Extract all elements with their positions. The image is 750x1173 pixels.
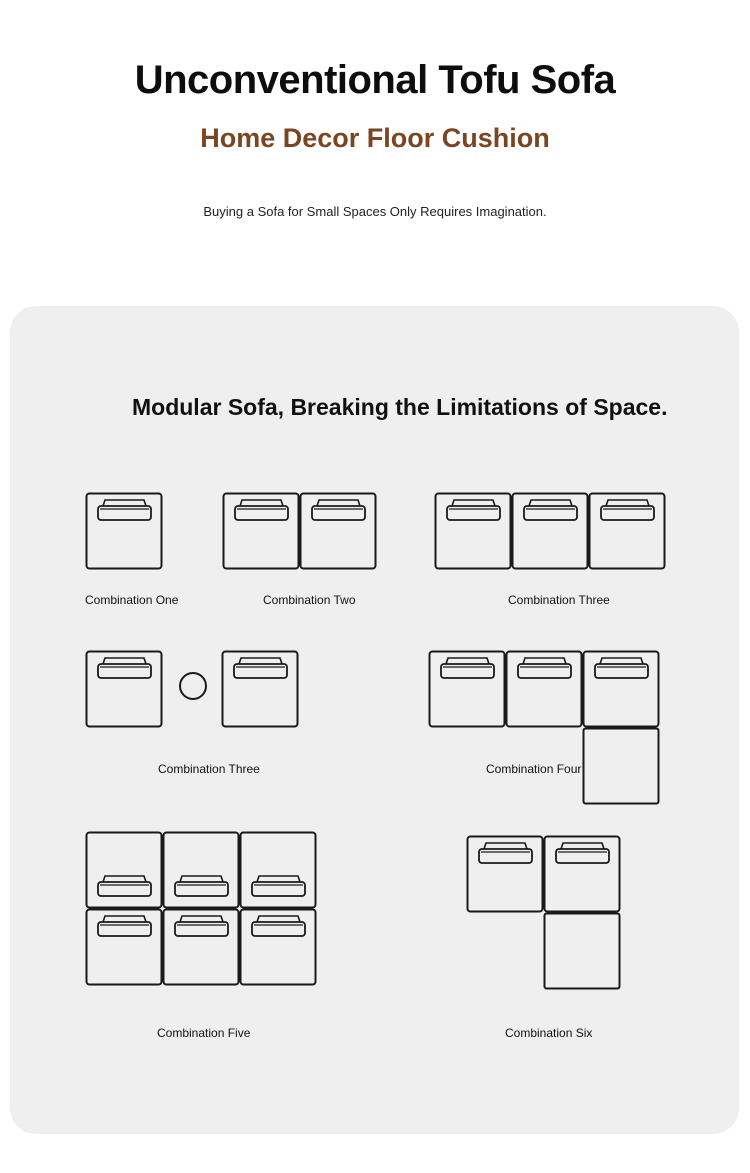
combo5-module-2 [164, 833, 239, 908]
combo6-module-2 [545, 837, 620, 912]
side-table-circle [180, 673, 206, 699]
sofa-seat [301, 494, 376, 569]
sofa-seat [545, 837, 620, 912]
combo3b-module-1 [87, 652, 162, 727]
sofa-seat [513, 494, 588, 569]
combo1-module [87, 494, 162, 569]
caption-combination-three: Combination Three [508, 593, 610, 607]
caption-combination-five: Combination Five [157, 1026, 251, 1040]
combo3-module-3 [590, 494, 665, 569]
sofa-seat [87, 494, 162, 569]
sofa-backrest [175, 882, 228, 896]
combo3-module-2 [513, 494, 588, 569]
combo5-module-6 [241, 910, 316, 985]
sofa-backrest [312, 506, 365, 520]
combo3-module-1 [436, 494, 511, 569]
combo5-module-4 [87, 910, 162, 985]
combo3b-module-2 [223, 652, 298, 727]
combo5-module-1 [87, 833, 162, 908]
sofa-seat [164, 910, 239, 985]
combo4-module-2 [507, 652, 582, 727]
combo4-module-1 [430, 652, 505, 727]
sofa-seat [87, 910, 162, 985]
combo5-module-5 [164, 910, 239, 985]
caption-combination-one: Combination One [85, 593, 179, 607]
sofa-seat [507, 652, 582, 727]
sofa-backrest [447, 506, 500, 520]
combo4-module-3 [584, 652, 659, 727]
sofa-seat [223, 652, 298, 727]
sofa-seat [584, 652, 659, 727]
sofa-backrest [479, 849, 532, 863]
caption-combination-six: Combination Six [505, 1026, 593, 1040]
sofa-backrest [252, 882, 305, 896]
caption-combination-four: Combination Four [486, 762, 582, 776]
page-title: Unconventional Tofu Sofa [134, 58, 616, 102]
sofa-backrest [235, 506, 288, 520]
page-subtitle: Home Decor Floor Cushion [200, 123, 550, 153]
sofa-backrest [556, 849, 609, 863]
sofa-backrest [595, 664, 648, 678]
combo2-module-1 [224, 494, 299, 569]
caption-combination-two: Combination Two [263, 593, 356, 607]
sofa-seat [241, 910, 316, 985]
sofa-seat [590, 494, 665, 569]
sofa-backrest [98, 664, 151, 678]
sofa-backrest [524, 506, 577, 520]
sofa-backrest [98, 506, 151, 520]
sofa-backrest [98, 882, 151, 896]
combo6-module-1 [468, 837, 543, 912]
sofa-backrest [441, 664, 494, 678]
sofa-backrest [601, 506, 654, 520]
sofa-backrest [518, 664, 571, 678]
sofa-seat [468, 837, 543, 912]
sofa-seat [436, 494, 511, 569]
combo4-ottoman [584, 729, 659, 804]
sofa-seat [224, 494, 299, 569]
sofa-backrest [175, 922, 228, 936]
tagline: Buying a Sofa for Small Spaces Only Requires Imagination. [203, 204, 547, 219]
panel-heading: Modular Sofa, Breaking the Limitations of Space. [132, 394, 668, 420]
caption-combination-three-b: Combination Three [158, 762, 260, 776]
sofa-backrest [252, 922, 305, 936]
sofa-backrest [234, 664, 287, 678]
combo5-module-3 [241, 833, 316, 908]
sofa-backrest [98, 922, 151, 936]
combo2-module-2 [301, 494, 376, 569]
combo6-ottoman [545, 914, 620, 989]
sofa-seat [87, 652, 162, 727]
sofa-seat [430, 652, 505, 727]
